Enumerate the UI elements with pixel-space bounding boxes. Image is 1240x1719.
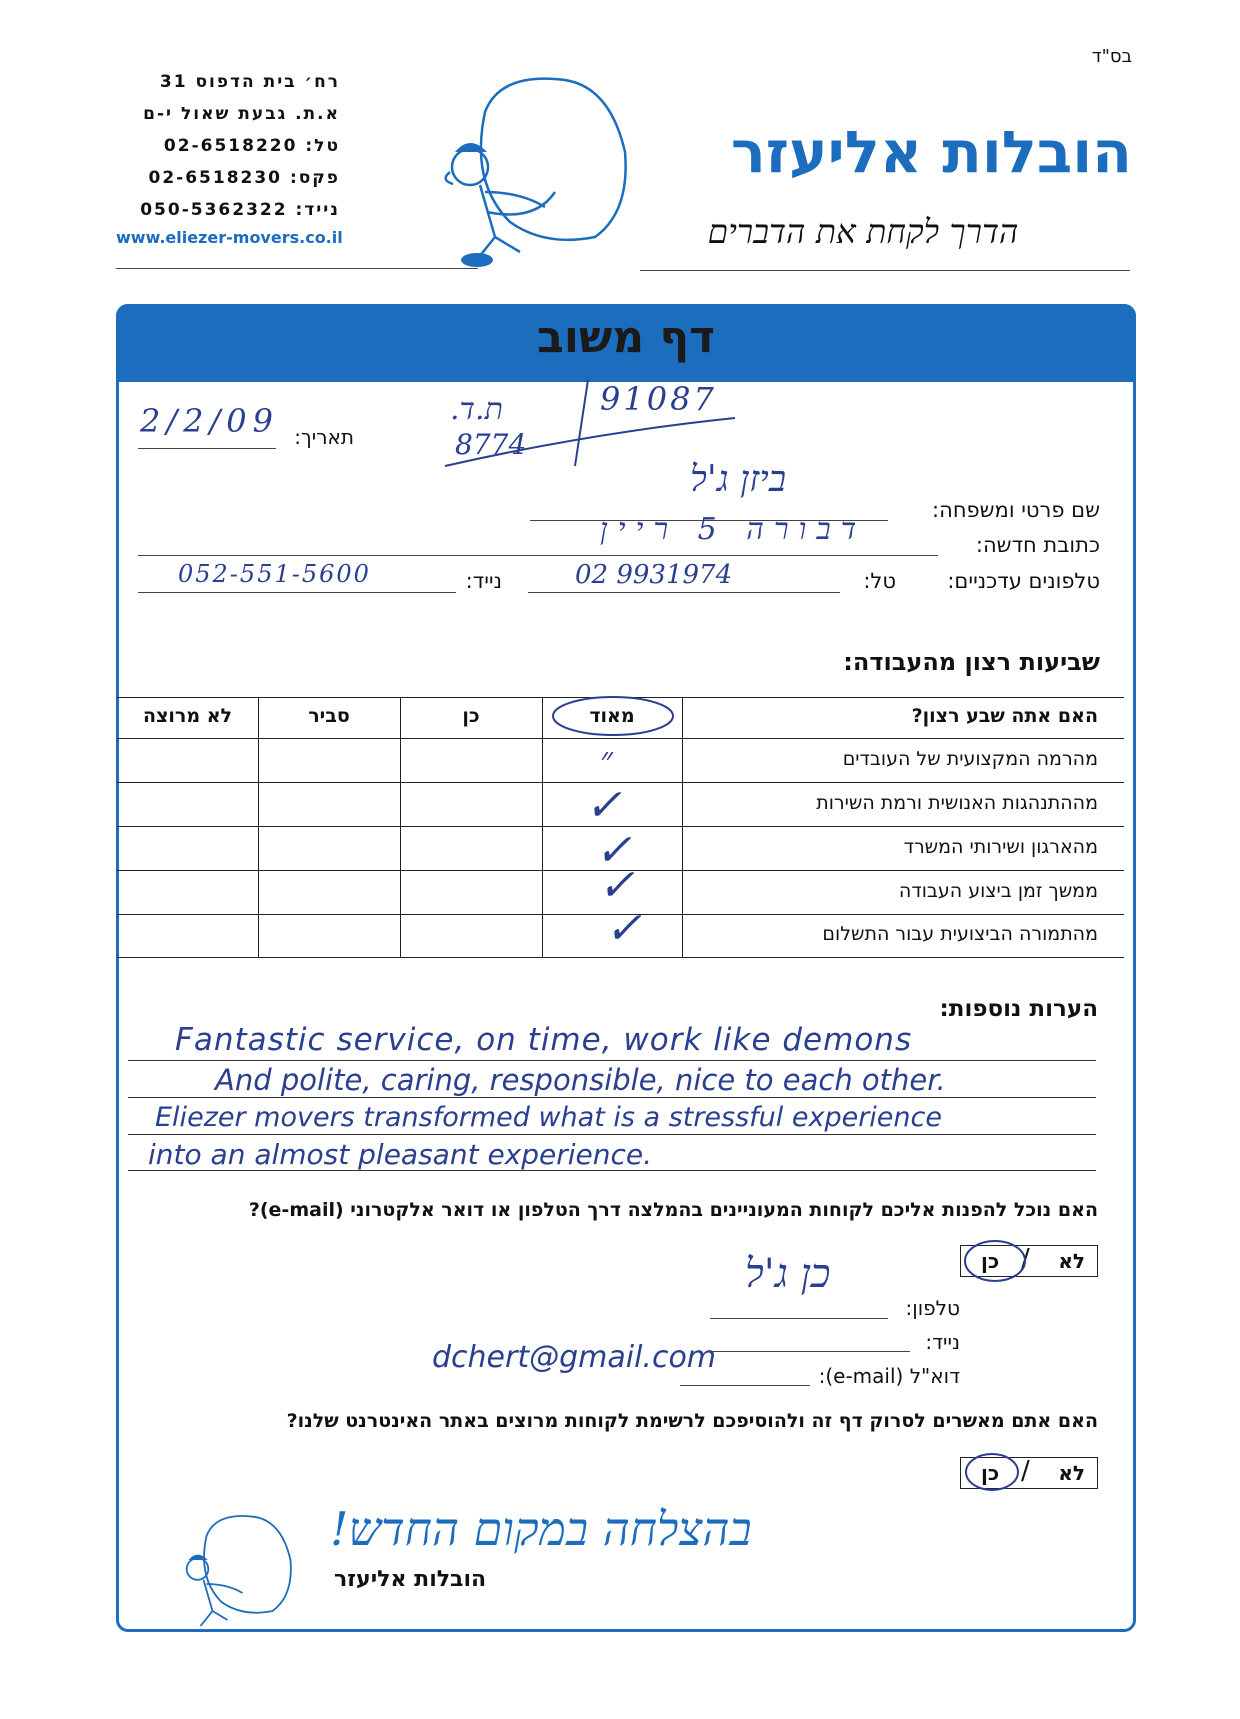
contact-mobile-line (710, 1351, 910, 1352)
row-mark-checkbox[interactable]: ״ (600, 740, 613, 780)
contact-phone-line (710, 1318, 888, 1319)
table-col-1 (258, 697, 259, 957)
table-rule-6 (117, 957, 1124, 958)
company-slogan: הדרך לקחת את הדברים (707, 212, 1019, 251)
name-value[interactable]: ביזן ג'ל (690, 459, 787, 500)
notes-text-3[interactable]: Eliezer movers transformed what is a stressful experience (155, 1102, 942, 1133)
column-header-yes: כן (462, 705, 480, 727)
table-question-header: האם אתה שבע רצון? (911, 705, 1098, 727)
besad-mark: בס"ד (1091, 46, 1132, 67)
company-tel-value: 02-6518220 (163, 136, 298, 156)
satisfaction-title: שביעות רצון מהעבודה: (843, 648, 1100, 676)
table-row-label: מהתמורה הביצועית עבור התשלום (822, 923, 1098, 945)
company-tel-label: טל: (305, 136, 340, 156)
notes-line-2 (128, 1097, 1096, 1098)
column-header-unsatisfied: לא מרוצה (142, 705, 233, 727)
header-rule-left (116, 268, 478, 269)
date-line (138, 448, 276, 449)
contact-phone-value[interactable]: כן ג'ל (745, 1251, 831, 1297)
contact-phone-label: טלפון: (905, 1296, 960, 1320)
contact-email-label: דוא"ל (e-mail): (818, 1364, 960, 1388)
contact-no-option[interactable]: לא (1058, 1249, 1085, 1273)
table-row-label: מההתנהגות האנושית ורמת השירות (816, 792, 1098, 814)
notes-text-2[interactable]: And polite, caring, responsible, nice to each other. (215, 1063, 946, 1097)
notes-line-1 (128, 1060, 1096, 1061)
date-value[interactable]: 2/2/09 (140, 402, 279, 440)
row-mark-checkbox[interactable]: ✓ (605, 903, 642, 954)
notes-label: הערות נוספות: (939, 996, 1098, 1022)
mover-mascot-small-icon (170, 1512, 300, 1632)
header-rule-right (640, 270, 1130, 271)
circled-very-mark[interactable] (548, 694, 678, 738)
table-row-label: מהארגון ושירותי המשרד (903, 836, 1098, 858)
phones-mobile-line (138, 592, 456, 593)
address-value[interactable]: דבורה 5 ריין (600, 512, 867, 547)
closing-slogan: בהצלחה במקום החדש! (330, 1502, 752, 1556)
mover-mascot-icon (425, 72, 640, 272)
table-col-4 (682, 697, 683, 957)
ref-bottom: 8774 (455, 428, 527, 461)
date-label: תאריך: (294, 425, 354, 449)
address-line-1: רח׳ בית הדפוס 31 (159, 72, 340, 92)
form-title: דף משוב (536, 312, 716, 363)
company-fax-label: פקס: (289, 168, 340, 188)
option-divider: / (1021, 1244, 1030, 1274)
phones-mobile-label: נייד: (465, 569, 502, 593)
closing-company: הובלות אליעזר (334, 1567, 487, 1592)
phones-tel-line (528, 592, 840, 593)
company-mobile-value: 050-5362322 (140, 200, 288, 220)
table-rule-1 (117, 738, 1124, 739)
phones-mobile-value[interactable]: 052-551-5600 (178, 560, 371, 588)
company-fax-value: 02-6518230 (148, 168, 283, 188)
contact-mobile-label: נייד: (925, 1330, 960, 1354)
phones-tel-label: טל: (863, 569, 896, 593)
contact-email-value[interactable]: dchert@gmail.com (432, 1340, 717, 1375)
name-label: שם פרטי ומשפחה: (932, 498, 1100, 522)
company-address (110, 66, 340, 226)
contact-email-line (680, 1385, 810, 1386)
phones-tel-value[interactable]: 02 9931974 (575, 560, 733, 590)
table-row-label: ממשך זמן ביצוע העבודה (898, 880, 1098, 902)
table-row-label: מהרמה המקצועית של העובדים (842, 748, 1098, 770)
option-divider: / (1021, 1456, 1030, 1486)
address-label: כתובת חדשה: (975, 533, 1100, 557)
company-name: הובלות אליעזר (730, 118, 1132, 186)
company-tel-row (110, 130, 340, 162)
website-yes-option[interactable]: כן (981, 1461, 1000, 1485)
table-col-2 (400, 697, 401, 957)
website-question: האם אתם מאשרים לסרוק דף זה ולהוסיפכם לרשימת לקוחות מרוצים באתר האינטרנט שלנו? (286, 1410, 1098, 1432)
row-mark-checkbox[interactable]: ✓ (598, 860, 635, 911)
company-website[interactable]: www.eliezer-movers.co.il (116, 228, 343, 247)
company-fax-row (110, 162, 340, 194)
column-header-fair: סביר (308, 705, 350, 727)
address-line (138, 555, 938, 556)
company-mobile-row (110, 194, 340, 226)
circled-yes-mark (960, 1236, 1030, 1286)
table-col-3 (542, 697, 543, 957)
company-mobile-label: נייד: (295, 200, 340, 220)
website-no-option[interactable]: לא (1058, 1461, 1085, 1485)
column-header-very: מאוד (589, 705, 635, 727)
circled-yes-mark (962, 1450, 1022, 1495)
row-mark-checkbox[interactable]: ✓ (595, 825, 632, 876)
ref-number: 91087 (600, 380, 717, 418)
row-mark-checkbox[interactable]: ✓ (585, 780, 622, 831)
contact-yes-option[interactable]: כן (981, 1249, 1000, 1273)
contact-question: האם נוכל להפנות אליכם לקוחות המעוניינים בהמלצה דרך הטלפון או דואר אלקטרוני (e-mail)? (248, 1199, 1098, 1221)
notes-text-1[interactable]: Fantastic service, on time, work like demons (175, 1022, 913, 1058)
phones-label: טלפונים עדכניים: (947, 569, 1100, 593)
notes-text-4[interactable]: into an almost pleasant experience. (148, 1138, 653, 1171)
address-line-2: א.ת. גבעת שאול י-ם (143, 104, 340, 124)
ref-top: .ת.ד (450, 392, 503, 427)
notes-line-3 (128, 1134, 1096, 1135)
